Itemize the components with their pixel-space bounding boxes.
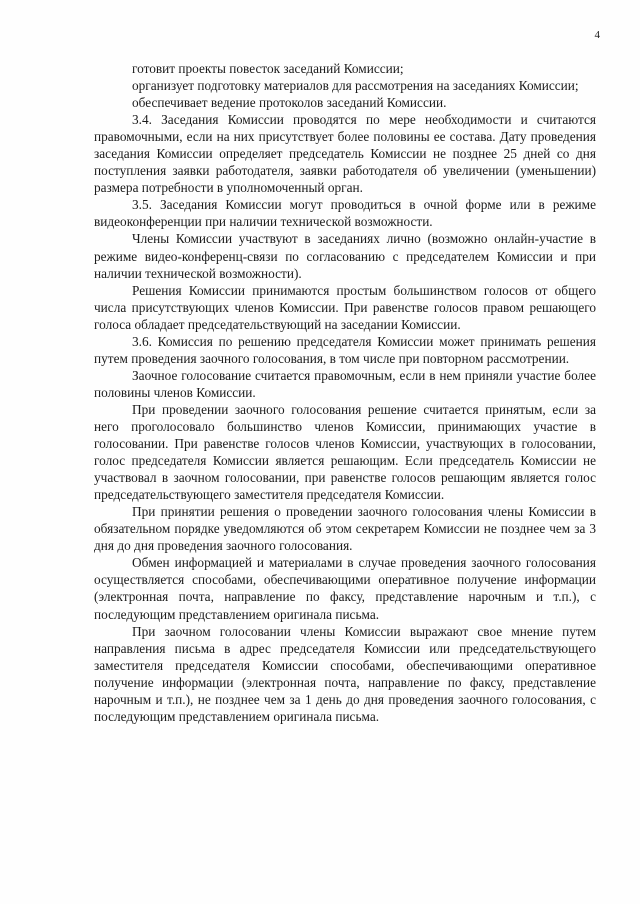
paragraph: При заочном голосовании члены Комиссии выражают свое мнение путем направления письма в адрес председателя Комиссии или председательствующего заместителя председателя Комиссии способами, обеспечивающими оперативное получение информации (электронная почта, направление по факсу, представление нарочным и т.п.), не позднее чем за 1 день до дня проведения заочного голосования, с последующим представлением оригинала письма. <box>94 623 596 724</box>
document-body <box>94 60 596 725</box>
paragraph: обеспечивает ведение протоколов заседаний Комиссии. <box>132 95 447 111</box>
paragraph: 3.4. Заседания Комиссии проводятся по мере необходимости и считаются правомочными, если на них присутствует более половины ее состава. Дату проведения заседания Комиссии определяет председатель Комиссии не позднее 25 дней со дня поступления заявки работодателя, заявки работодателя об увеличении (уменьшении) размера потребности в уполномоченный орган. <box>94 112 596 196</box>
paragraph: Члены Комиссии участвуют в заседаниях лично (возможно онлайн-участие в режиме видео-конференц-связи по согласованию с председателем Комиссии и при наличии технической возможности). <box>94 231 596 281</box>
paragraph: Обмен информацией и материалами в случае проведения заочного голосования осуществляется способами, обеспечивающими оперативное получение информации (электронная почта, направление по факсу, представление нарочным и т.п.), с последующим представлением оригинала письма. <box>94 555 596 622</box>
paragraph: При проведении заочного голосования решение считается принятым, если за него проголосовало большинство членов Комиссии, принимающих участие в голосовании. При равенстве голосов членов Комиссии, участвующих в голосовании, голос председателя Комиссии является решающим. Если председатель Комиссии не участвовал в заочном голосовании, при равенстве голосов решающим является голос председательствующего заместителя председателя Комиссии. <box>94 401 596 503</box>
paragraph: готовит проекты повесток заседаний Комиссии; <box>132 61 404 76</box>
paragraph: При принятии решения о проведении заочного голосования члены Комиссии в обязательном порядке уведомляются об этом секретарем Комиссии не позднее чем за 3 дня до дня проведения заочного голосования. <box>94 504 596 554</box>
paragraph: Решения Комиссии принимаются простым большинством голосов от общего числа присутствующих членов Комиссии. При равенстве голосов правом решающего голоса обладает председательствующий на заседании Комиссии. <box>94 282 596 332</box>
paragraph: организует подготовку материалов для рассмотрения на заседаниях Комиссии; <box>132 78 579 94</box>
paragraph: 3.5. Заседания Комиссии могут проводиться в очной форме или в режиме видеоконференции при наличии технической возможности. <box>94 197 596 230</box>
paragraph: Заочное голосование считается правомочным, если в нем приняли участие более половины членов Комиссии. <box>94 367 596 400</box>
paragraph: 3.6. Комиссия по решению председателя Комиссии может принимать решения путем проведения заочного голосования, в том числе при повторном рассмотрении. <box>94 333 596 366</box>
page-number: 4 <box>594 29 600 41</box>
